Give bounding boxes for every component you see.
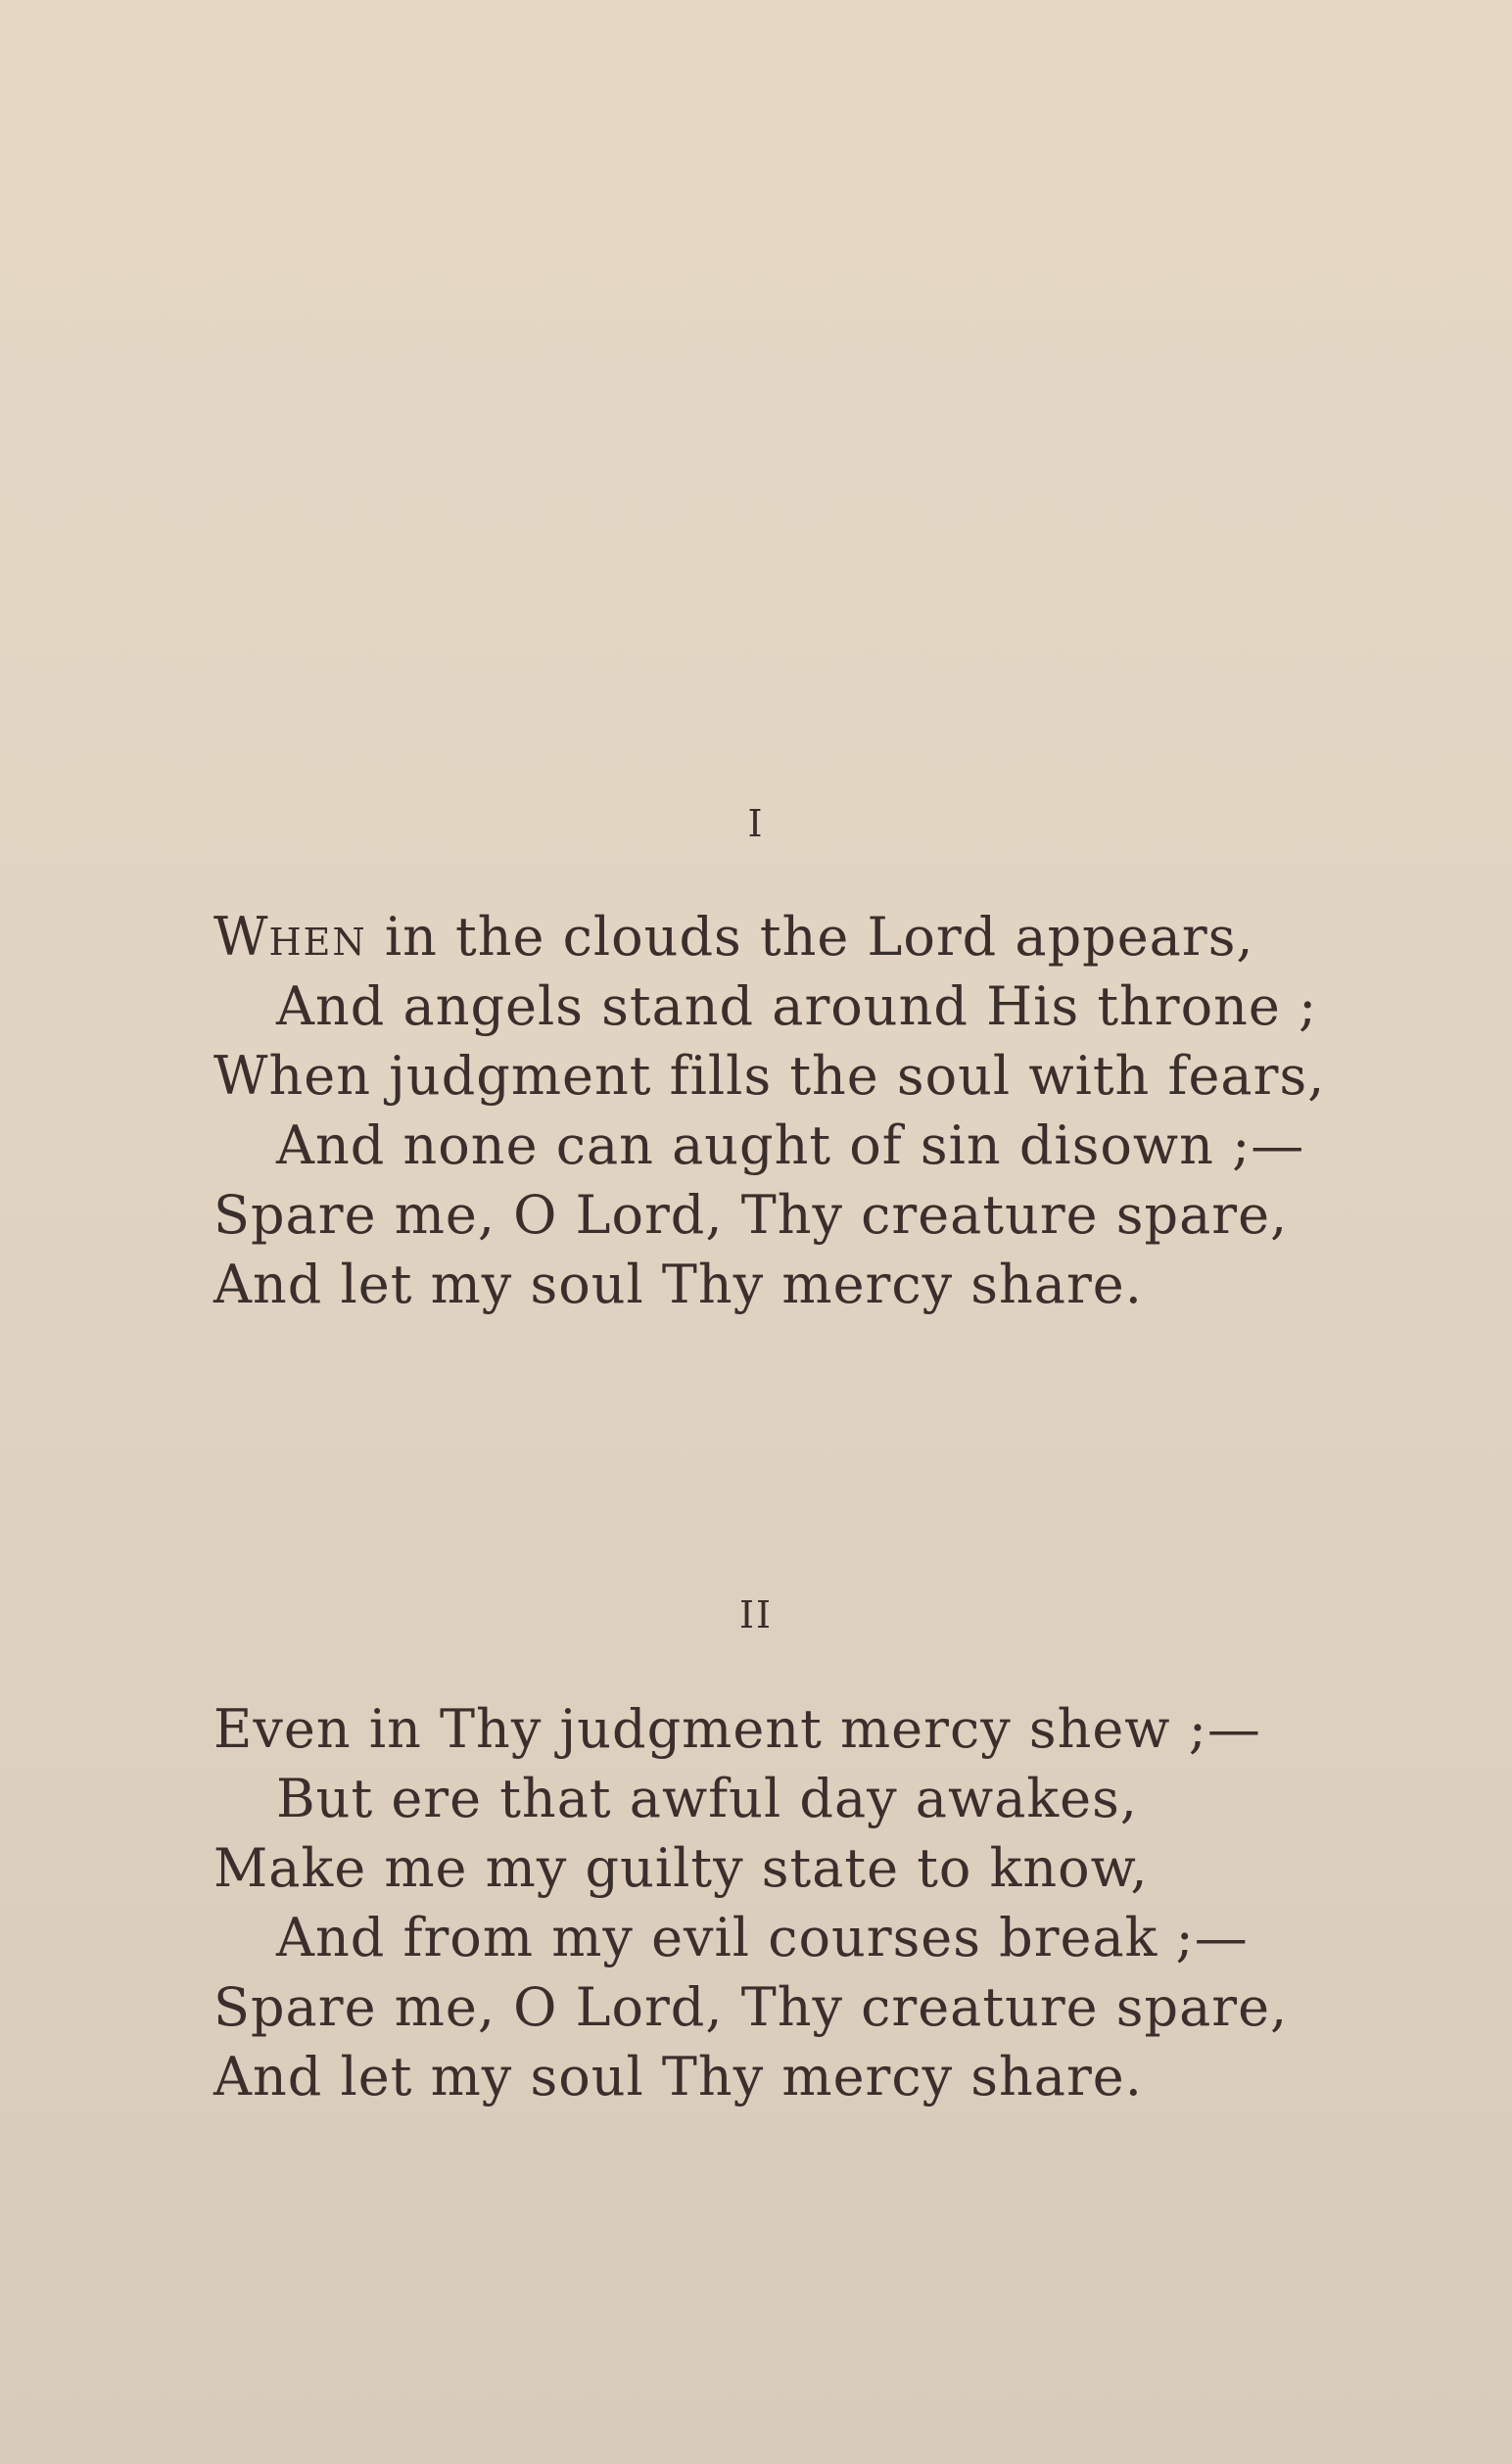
- drop-word-rest: hen: [268, 906, 367, 968]
- stanza-1: [213, 902, 1340, 1319]
- stanza-1-line-3: When judgment fills the soul with fears,: [213, 1045, 1326, 1107]
- stanza-1-line-5: Spare me, O Lord, Thy creature spare,: [213, 1184, 1289, 1246]
- stanza-1-line-6: And let my soul Thy mercy share.: [213, 1254, 1143, 1315]
- drop-word-initial: W: [213, 906, 269, 968]
- stanza-2-line-5: Spare me, O Lord, Thy creature spare,: [213, 1976, 1289, 2038]
- stanza-2-line-4: And from my evil courses break ;—: [276, 1907, 1249, 1968]
- stanza-2-line-2: But ere that awful day awakes,: [276, 1768, 1138, 1829]
- stanza-2-line-1: Even in Thy judgment mercy shew ;—: [213, 1698, 1261, 1760]
- stanza-2: [213, 1694, 1340, 2111]
- stanza-2-line-3: Make me my guilty state to know,: [213, 1837, 1149, 1899]
- stanza-number-2: II: [738, 1593, 774, 1636]
- stanza-1-line-4: And none can aught of sin disown ;—: [276, 1114, 1305, 1176]
- line-text: in the clouds the Lord appears,: [366, 906, 1254, 968]
- stanza-1-line-2: And angels stand around His throne ;: [276, 975, 1318, 1037]
- stanza-number-1: I: [747, 802, 765, 845]
- stanza-2-line-6: And let my soul Thy mercy share.: [213, 2046, 1143, 2108]
- stanza-1-line-1: [213, 902, 1340, 971]
